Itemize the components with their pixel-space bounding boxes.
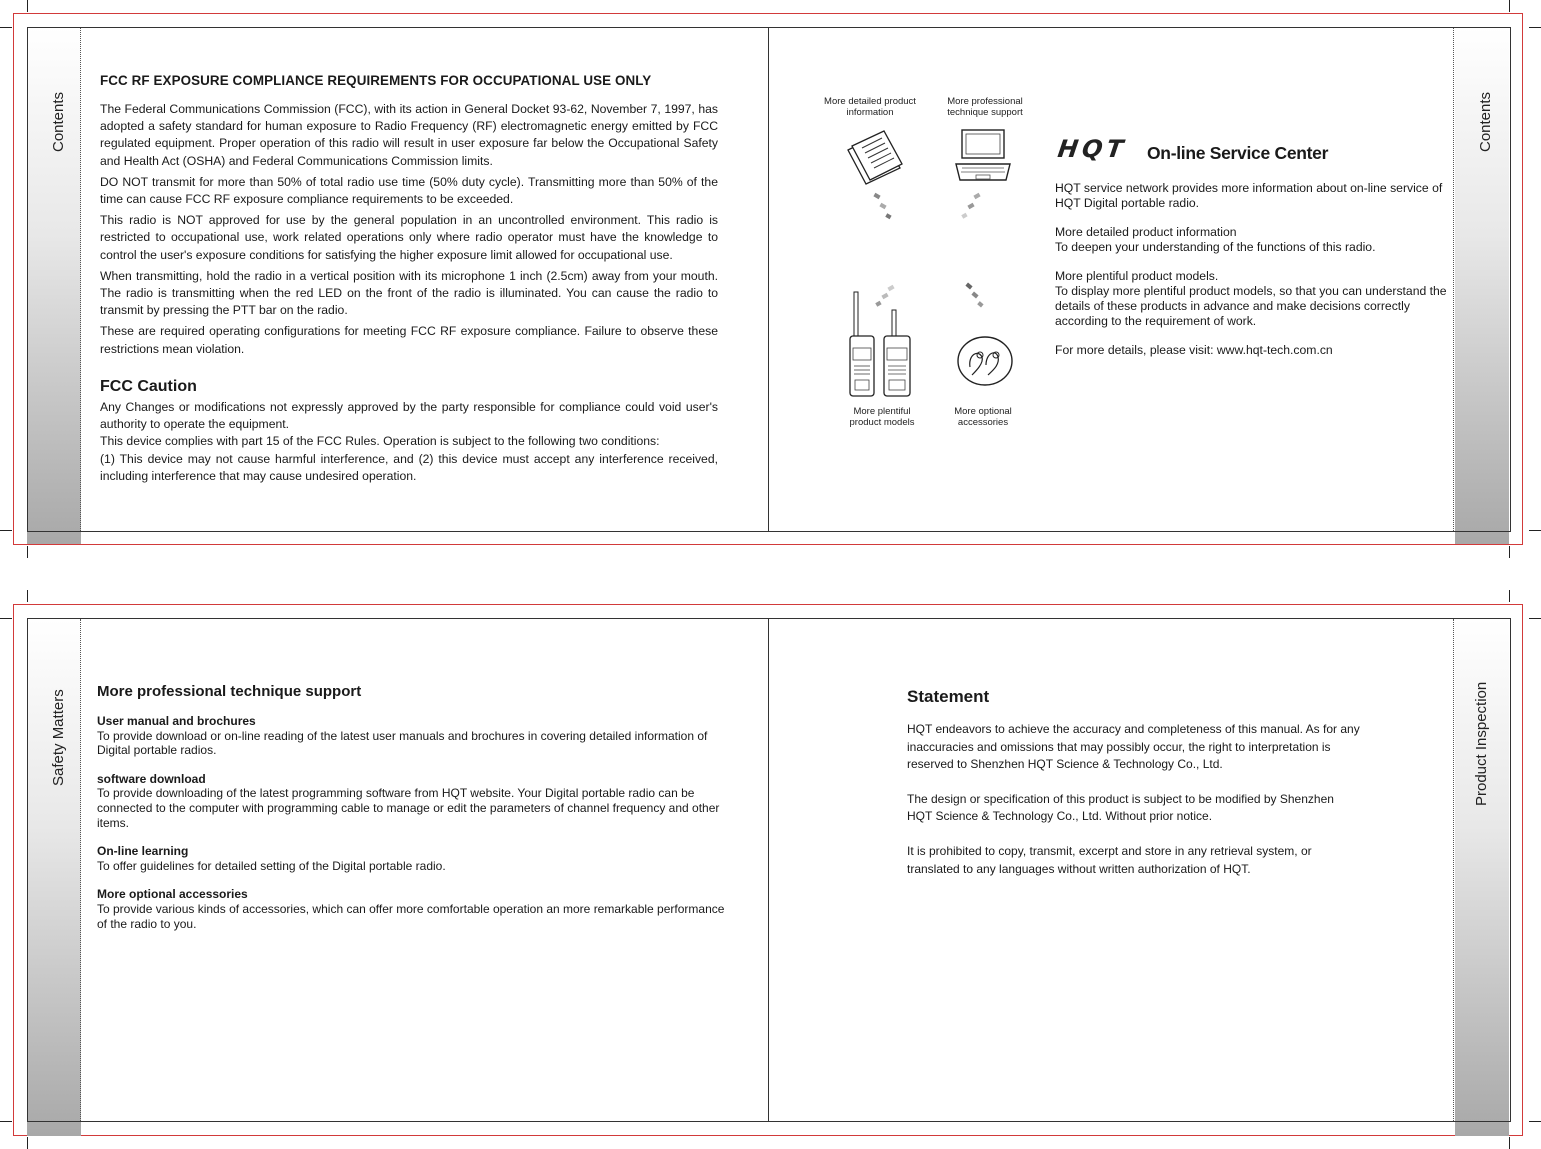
support-item-title: software download [97, 771, 206, 786]
crop-mark [1509, 0, 1510, 12]
top-center-fold [768, 28, 769, 531]
laptop-icon [952, 128, 1014, 184]
crop-mark [1509, 590, 1510, 602]
bottom-left-fold-dotted [80, 619, 81, 1121]
radios-icon [845, 290, 915, 400]
signal-waves-icon [956, 190, 986, 224]
service-item-text: To deepen your understanding of the functions of this radio. [1055, 240, 1376, 254]
fcc-caution-paragraph: This device complies with part 15 of the FCC Rules. Operation is subject to the following two conditions: [100, 434, 660, 449]
crop-mark [1529, 618, 1541, 619]
do-not-label: DO NOT [100, 174, 148, 189]
bottom-right-tab-label: Product Inspection [1473, 681, 1490, 806]
fcc-rf-paragraph: When transmitting, hold the radio in a vertical position with its microphone 1 inch (2.5cm) away from your mouth. The radio is transmitting when the red LED on the front of the radio is illuminated. You can cause the radio to transmit by pressing the PTT bar on the radio. [100, 268, 718, 318]
service-center-body [1055, 181, 1450, 372]
fcc-rf-heading: FCC RF EXPOSURE COMPLIANCE REQUIREMENTS FOR OCCUPATIONAL USE ONLY [100, 73, 652, 88]
crop-mark [0, 1121, 12, 1122]
fcc-rf-paragraph [100, 174, 718, 208]
service-item-title: More detailed product information [1055, 225, 1237, 239]
fcc-rf-paragraph: This radio is NOT approved for use by the general population in an uncontrolled environment. This radio is restricted to occupational use, work related operations only where radio operator must have the knowledge to control the user's exposure conditions for satisfying the higher exposure limit allowed for occupational use. [100, 213, 718, 262]
top-right-tab-label: Contents [1477, 91, 1494, 152]
caption-detailed-info: More detailed product information [824, 96, 916, 118]
fcc-caution-body [100, 399, 718, 485]
support-item-text: To provide downloading of the latest programming software from HQT website. Your Digital portable radio can be connected to the computer with programming cable to manage or edit the parameters of channel frequency and other items. [97, 786, 720, 830]
support-item-text: To provide various kinds of accessories, which can offer more comfortable operation an more remarkable performance of the radio to you. [97, 901, 725, 931]
crop-mark [1509, 546, 1510, 558]
bottom-right-fold-dotted [1453, 619, 1454, 1121]
statement-paragraph: The design or specification of this product is subject to be modified by Shenzhen HQT Science & Technology Co., Ltd. Without prior notice. [907, 791, 1334, 824]
fcc-rf-paragraph: The Federal Communications Commission (FCC), with its action in General Docket 93-62, November 7, 1997, has adopted a safety standard for human exposure to Radio Frequency (RF) electromagnetic energy emitted by FCC regulated equipment. Proper operation of this radio will result in user exposure far below the Occupational Safety and Health Act (OSHA) and Federal Communications Commission limits. [100, 102, 718, 168]
fcc-caution-paragraph: (1) This device may not cause harmful interference, and (2) this device must accept any interference received, including interference that may cause undesired operation. [100, 451, 718, 483]
technique-support-heading: More professional technique support [97, 683, 362, 700]
support-item-title: On-line learning [97, 844, 189, 859]
crop-mark [1509, 1137, 1510, 1149]
documents-icon [840, 128, 906, 188]
service-paragraph [1055, 269, 1450, 329]
crop-mark [0, 618, 12, 619]
crop-mark [1529, 1121, 1541, 1122]
fcc-rf-text: transmit for more than 50% of total radio use time (50% duty cycle). Transmitting more than 50% of the time can cause FCC RF exposure compliance requirements to be exceeded. [100, 174, 718, 207]
service-center-title: On-line Service Center [1147, 143, 1329, 163]
top-right-fold-dotted [1453, 28, 1454, 531]
crop-mark [27, 590, 28, 602]
crop-mark [27, 546, 28, 558]
top-left-fold-dotted [80, 28, 81, 531]
service-item-title: More plentiful product models. [1055, 269, 1219, 283]
caption-technique-support: More professional technique support [947, 96, 1023, 118]
bottom-left-tab-label: Safety Matters [50, 689, 67, 786]
crop-mark [0, 27, 12, 28]
technique-support-body [97, 714, 737, 931]
signal-waves-icon [870, 190, 900, 224]
fcc-caution-paragraph: Any Changes or modifications not expressly approved by the party responsible for compliance could void user's authority to operate the equipment. [100, 400, 718, 432]
service-paragraph [1055, 225, 1450, 255]
fcc-caution-heading: FCC Caution [100, 378, 197, 395]
caption-optional-accessories: More optional accessories [954, 406, 1012, 428]
statement-paragraph: HQT endeavors to achieve the accuracy and completeness of this manual. As for any inaccuracies and omissions that may possibly occur, the right to interpretation is reserved to Shenzhen HQT Science & Technology Co., Ltd. [907, 722, 1360, 772]
statement-paragraph: It is prohibited to copy, transmit, excerpt and store in any retrieval system, or translated to any languages without written authorization of HQT. [907, 843, 1312, 876]
crop-mark [1529, 530, 1541, 531]
support-item-text: To provide download or on-line reading of the latest user manuals and brochures in covering detailed information of Digital portable radios. [97, 728, 708, 758]
crop-mark [0, 530, 12, 531]
bottom-center-fold [768, 619, 769, 1121]
service-paragraph: For more details, please visit: www.hqt-tech.com.cn [1055, 343, 1333, 357]
crop-mark [1529, 27, 1541, 28]
fcc-rf-body [100, 101, 718, 358]
fcc-rf-paragraph: These are required operating configurations for meeting FCC RF exposure compliance. Failure to observe these restrictions mean violation. [100, 324, 718, 356]
top-left-tab-label: Contents [50, 91, 67, 152]
support-item-text: To offer guidelines for detailed setting of the Digital portable radio. [97, 858, 446, 873]
crop-mark [27, 1137, 28, 1149]
crop-mark [27, 0, 28, 12]
support-item-title: User manual and brochures [97, 714, 256, 728]
statement-heading: Statement [907, 687, 990, 706]
hqt-logo: HQT [1056, 135, 1129, 163]
signal-waves-icon [962, 282, 992, 312]
service-item-text: To display more plentiful product models, so that you can understand the details of these products in advance and make decisions correctly according to the requirement of work. [1055, 284, 1447, 328]
caption-product-models: More plentiful product models [849, 406, 915, 428]
service-paragraph: HQT service network provides more information about on-line service of HQT Digital portable radio. [1055, 181, 1443, 210]
support-item-title: More optional accessories [97, 887, 248, 902]
accessories-icon [956, 335, 1016, 387]
statement-body [907, 721, 1362, 878]
